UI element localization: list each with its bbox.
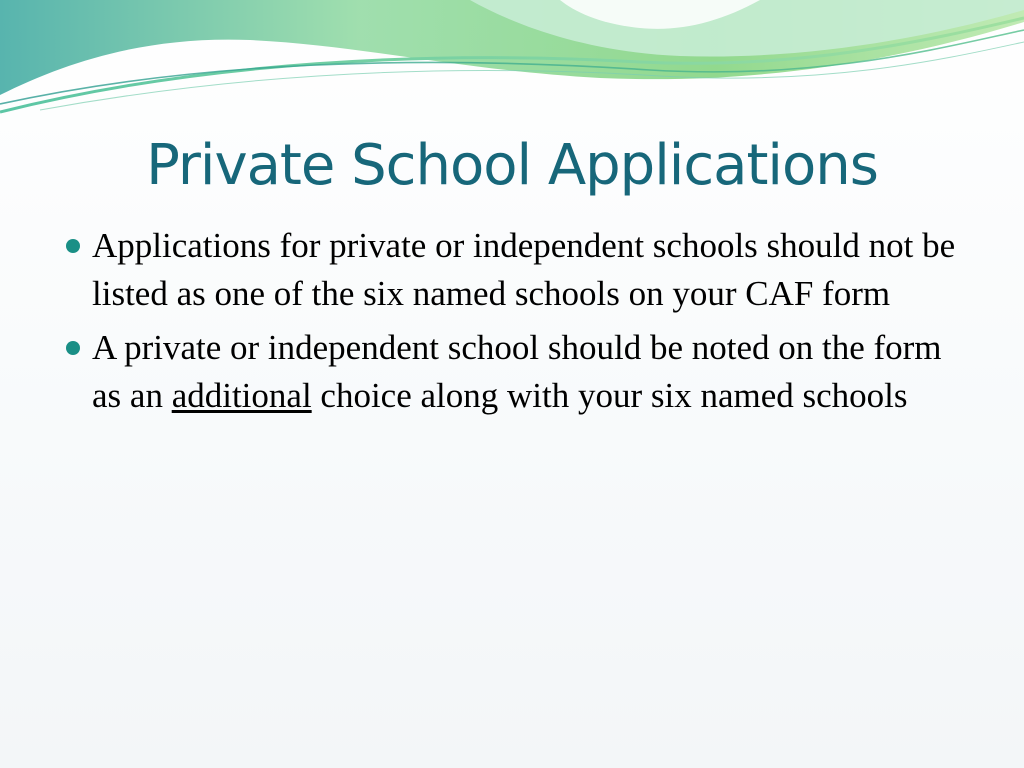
bullet-emphasis: additional [171,376,312,415]
bullet-item [62,222,962,318]
bullet-text-after: choice along with your six named schools [311,376,908,415]
slide-title: Private School Applications [146,133,878,198]
bullet-dot-icon [66,239,80,253]
bullet-dot-icon [66,341,80,355]
header-wave-decoration [0,0,1024,140]
bullet-item [62,324,962,420]
bullet-list [62,222,962,426]
bullet-text-before: A private or independent school should be noted on the form as an [92,328,942,415]
bullet-text: Applications for private or independent schools should not be listed as one of the six named schools on your CAF form [92,226,956,313]
